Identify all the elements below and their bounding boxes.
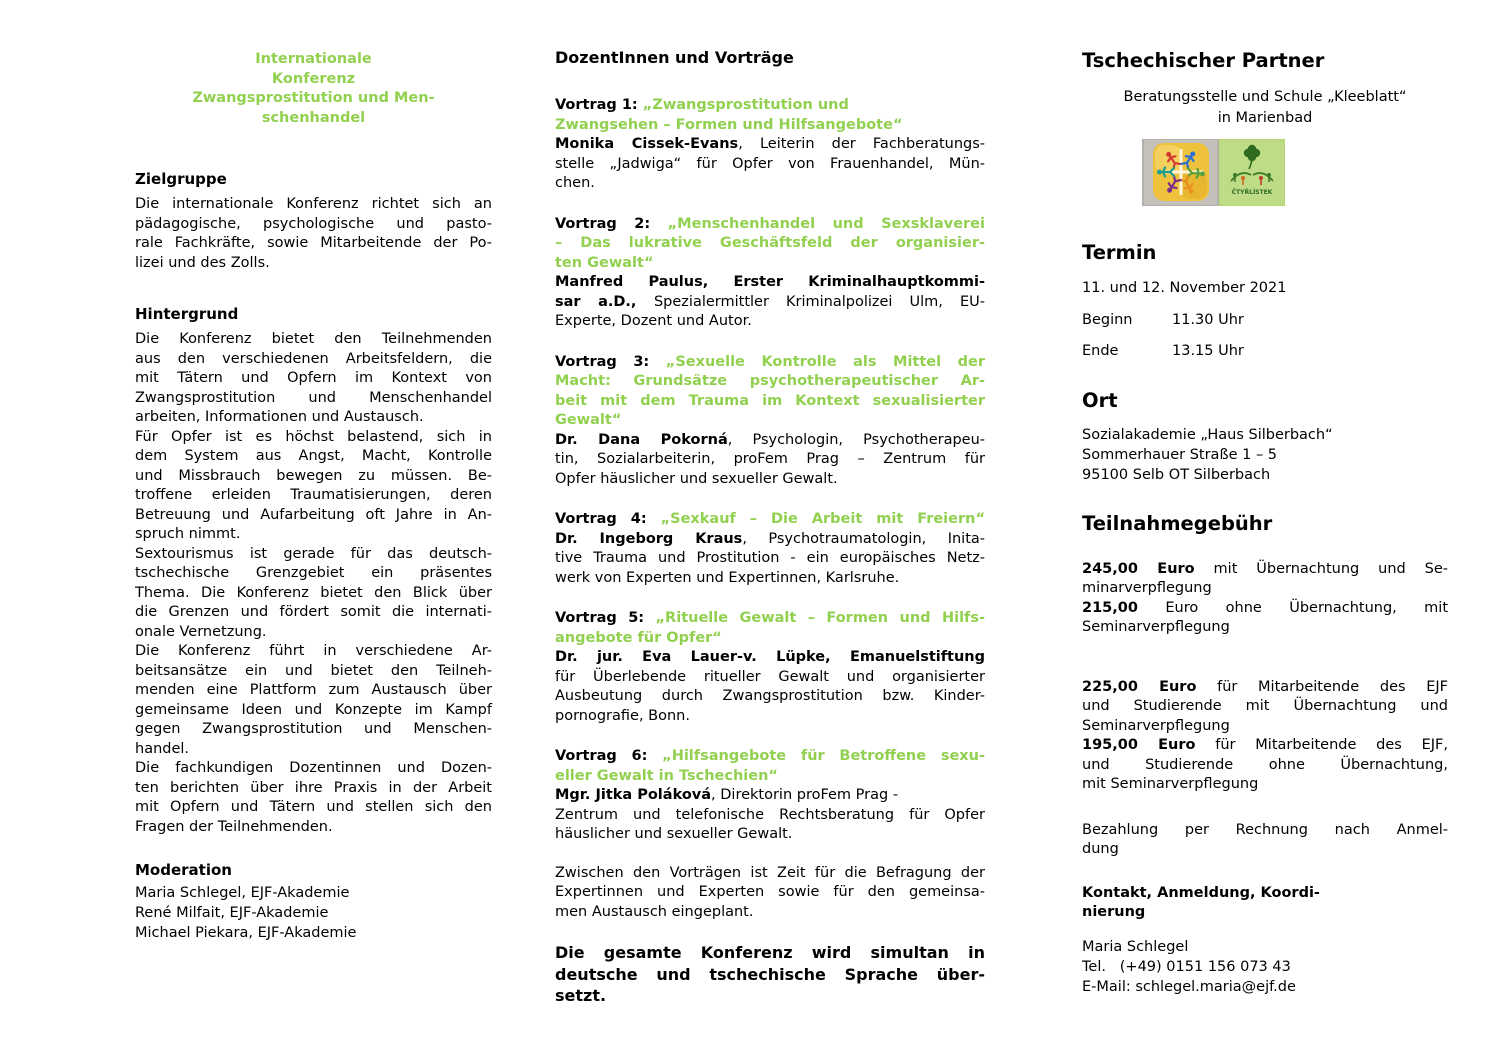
heading-kontakt: Kontakt, Anmeldung, Koordi- nierung [1082, 884, 1320, 920]
partner-description: Beratungsstelle und Schule „Kleeblatt“ in Marienbad [1123, 89, 1407, 126]
termin-ende-row [1082, 342, 1448, 362]
vortrag-4-block: Vortrag 4: „Sexkauf – Die Arbeit mit Freiern“ Dr. Ingeborg Kraus, Psychotraumatologin, Inita- tive Trauma und Prostitution - ein europäisches Netz- werk von Experten und Expertinnen, Karlsruhe. [555, 511, 985, 586]
heading-ort: Ort [1082, 388, 1118, 412]
vortrag-5-block: Vortrag 5: „Rituelle Gewalt – Formen und Hilfs- angebote für Opfer“ Dr. jur. Eva Lauer-v. Lüpke, Emanuelstiftung für Überlebende ritueller Gewalt und organisierter Ausbeutung durch Zwangsprostitution bzw. Kinder- pornografie, Bonn. [555, 610, 985, 724]
contact-details: Maria Schlegel Tel. (+49) 0151 156 073 43 E-Mail: schlegel.maria@ejf.de [1082, 938, 1296, 995]
fees-block-1: 245,00 Euro mit Übernachtung und Se- minarverpflegung 215,00 Euro ohne Übernachtung, mit Seminarverpflegung [1082, 560, 1448, 635]
partner-logos [1142, 139, 1448, 206]
vortrag-6-block: Vortrag 6: „Hilfsangebote für Betroffene sexu- eller Gewalt in Tschechien“ Mgr. Jitka Poláková, Direktorin proFem Prag - Zentrum und telefonische Rechtsberatung für Opfer häuslicher und sexueller Gewalt. [555, 748, 985, 842]
heading-hintergrund: Hintergrund [135, 305, 239, 323]
termin-date: 11. und 12. November 2021 [1082, 280, 1287, 296]
fees-block-2: 225,00 Euro für Mitarbeitende des EJF und Studierende mit Übernachtung und Seminarverpflegung 195,00 Euro für Mitarbeitende des EJF, und Studierende ohne Übernachtung, mit Seminarverpflegung [1082, 678, 1449, 792]
vortrag-1-block: Vortrag 1: „Zwangsprostitution und Zwangsehen – Formen und Hilfsangebote“ Monika Cissek-Evans, Leiterin der Fachberatungs- stelle „Jadwiga“ für Opfer von Frauenhandel, Mün- chen. [555, 97, 986, 191]
vortrag-2-block: Vortrag 2: „Menschenhandel und Sexsklaverei – Das lukrative Geschäftsfeld der organisier- ten Gewalt“ Manfred Paulus, Erster Kriminalhauptkommi- sar a.D., Spezialermittler Kriminalpolizei Ulm, EU- Experte, Dozent und Autor. [555, 215, 985, 329]
moderation-list: Maria Schlegel, EJF-Akademie René Milfait, EJF-Akademie Michael Piekara, EJF-Akademie [135, 885, 357, 941]
venue-address: Sozialakademie „Haus Silberbach“ Sommerhauer Straße 1 – 5 95100 Selb OT Silberbach [1082, 426, 1333, 483]
heading-zielgruppe: Zielgruppe [135, 170, 227, 188]
paragraph-hintergrund: Die Konferenz bietet den Teilnehmenden aus den verschiedenen Arbeitsfeldern, die mit Tätern und Opfern im Kontext von Zwangsprostitution und Menschenhandel arbeiten, Informationen und Austausch. Für Opfer ist es höchst belastend, sich in dem System aus Angst, Macht, Kontrolle und Missbrauch bewegen zu müssen. Be- troffene erleiden Traumatisierungen, deren Betreuung und Aufarbeitung oft Jahre in An- spruch nimmt. Sextourismus ist gerade für das deutsch- tschechische Grenzgebiet ein präsentes Thema. Die Konferenz bietet den Blick über die Grenzen und fördert somit die internati- onale Vernetzung. Die Konferenz führt in verschiedene Ar- beitsansätze ein und bietet den Teilneh- menden eine Plattform zum Austausch über gemeinsame Ideen und Konzepte im Kampf gegen Zwangsprostitution und Menschen- handel. Die fachkundigen Dozentinnen und Dozen- ten berichten über ihre Praxis in der Arbeit mit Opfern und Tätern und stellen sich den Fragen der Teilnehmenden. [135, 331, 492, 835]
conference-title: Internationale Konferenz Zwangsprostitution und Men- schenhandel [192, 51, 435, 126]
heading-moderation: Moderation [135, 861, 232, 879]
ctyrlistek-caption: ČTYŘLÍSTEK [1231, 189, 1273, 196]
payment-note: Bezahlung per Rechnung nach Anmel- dung [1082, 821, 1448, 857]
paragraph-zielgruppe: Die internationale Konferenz richtet sich an pädagogische, psychologische und pasto- rale Fachkräfte, sowie Mitarbeitende der Po- lizei und des Zolls. [135, 196, 492, 271]
column-right [1082, 0, 1448, 997]
beginn-value: 11.30 Uhr [1172, 311, 1244, 328]
heading-termin: Termin [1082, 241, 1157, 264]
heading-teilnahmegebuehr: Teilnahmegebühr [1082, 511, 1273, 535]
heading-tschechischer-partner: Tschechischer Partner [1082, 49, 1325, 72]
ende-value: 13.15 Uhr [1172, 343, 1244, 359]
between-talks-note: Zwischen den Vorträgen ist Zeit für die Befragung der Expertinnen und Experten sowie für den gemeinsa- men Austausch eingeplant. [555, 864, 985, 920]
ctyrlistek-clover-logo-icon [1219, 139, 1285, 206]
termin-beginn-row [1082, 311, 1448, 331]
kleeblatt-people-logo-icon [1142, 139, 1219, 206]
translation-note: Die gesamte Konferenz wird simultan in deutsche und tschechische Sprache über- setzt. [555, 943, 985, 1005]
vortrag-3-block: Vortrag 3: „Sexuelle Kontrolle als Mittel der Macht: Grundsätze psychotherapeutischer Ar- beit mit dem Trauma im Kontext sexualisierter Gewalt“ Dr. Dana Pokorná, Psychologin, Psychotherapeu- tin, Sozialarbeiterin, proFem Prag – Zentrum für Opfer häuslicher und sexueller Gewalt. [555, 353, 986, 487]
heading-dozentinnen: DozentInnen und Vorträge [555, 48, 794, 67]
ende-label: Ende [1082, 343, 1119, 359]
column-left [135, 0, 492, 943]
column-middle [555, 0, 985, 1007]
beginn-label: Beginn [1082, 311, 1133, 328]
